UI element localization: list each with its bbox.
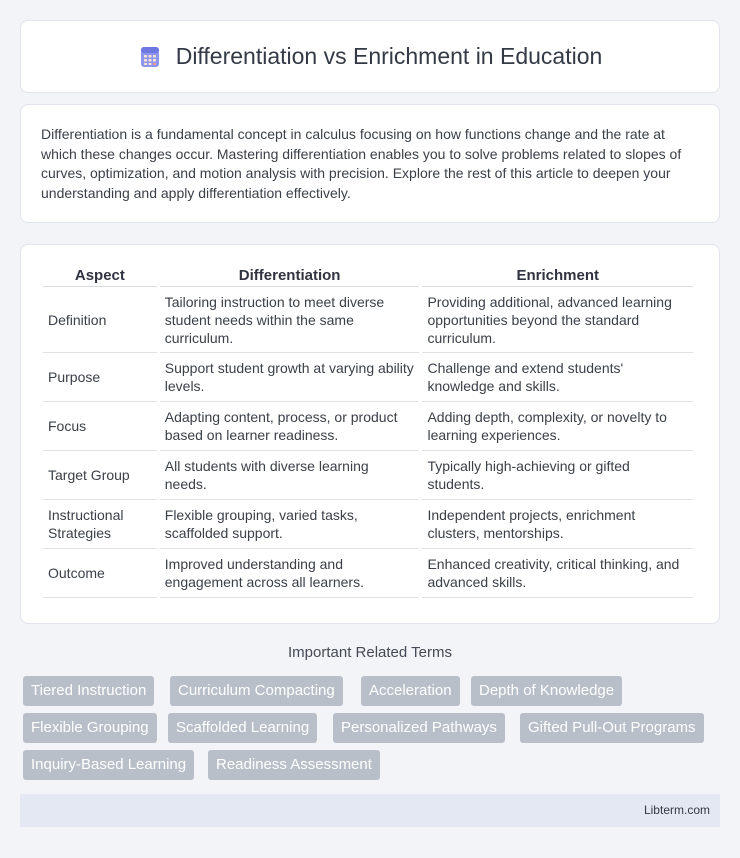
header-card xyxy=(20,20,720,93)
table-cell: Providing additional, advanced learning opportunities beyond the standard curriculum. xyxy=(422,287,693,353)
table-cell: Challenge and extend students' knowledge and skills. xyxy=(422,353,693,402)
comparison-table-card xyxy=(20,244,720,624)
intro-card xyxy=(20,104,720,223)
table-row xyxy=(43,402,693,451)
table-cell: Tailoring instruction to meet diverse student needs within the same curriculum. xyxy=(160,287,420,353)
table-cell: Definition xyxy=(43,287,157,353)
tag-tiered-instruction[interactable]: Tiered Instruction xyxy=(23,676,154,706)
table-row xyxy=(43,549,693,598)
tag-gifted-pull-out-programs[interactable]: Gifted Pull-Out Programs xyxy=(520,713,704,743)
table-cell: Improved understanding and engagement across all learners. xyxy=(160,549,420,598)
table-cell: Enhanced creativity, critical thinking, and advanced skills. xyxy=(422,549,693,598)
footer xyxy=(20,794,720,827)
table-cell: Instructional Strategies xyxy=(43,500,157,549)
column-header-aspect: Aspect xyxy=(43,267,157,287)
table-row xyxy=(43,353,693,402)
table-cell: All students with diverse learning needs. xyxy=(160,451,420,500)
tag-depth-of-knowledge[interactable]: Depth of Knowledge xyxy=(471,676,622,706)
tag-flexible-grouping[interactable]: Flexible Grouping xyxy=(23,713,157,743)
tag-inquiry-based-learning[interactable]: Inquiry-Based Learning xyxy=(23,750,194,780)
footer-site-link[interactable]: Libterm.com xyxy=(643,803,710,817)
table-cell: Target Group xyxy=(43,451,157,500)
comparison-table xyxy=(40,267,696,598)
table-cell: Outcome xyxy=(43,549,157,598)
intro-text: Differentiation is a fundamental concept in calculus focusing on how functions change and the rate at which these changes occur. Mastering differentiation enables you to solve problems related to slopes of curves, optimization, and motion analysis with precision. Explore the rest of this article to deepen your understanding and apply differentiation effectively. xyxy=(41,126,682,201)
table-cell: Focus xyxy=(43,402,157,451)
table-cell: Adapting content, process, or product based on learner readiness. xyxy=(160,402,420,451)
table-row xyxy=(43,500,693,549)
related-terms-title: Important Related Terms xyxy=(288,644,452,661)
tag-readiness-assessment[interactable]: Readiness Assessment xyxy=(208,750,380,780)
table-row xyxy=(43,287,693,353)
tag-personalized-pathways[interactable]: Personalized Pathways xyxy=(333,713,505,743)
tag-curriculum-compacting[interactable]: Curriculum Compacting xyxy=(170,676,343,706)
table-cell: Flexible grouping, varied tasks, scaffolded support. xyxy=(160,500,420,549)
tag-acceleration[interactable]: Acceleration xyxy=(361,676,460,706)
calculator-icon xyxy=(138,45,162,69)
tag-scaffolded-learning[interactable]: Scaffolded Learning xyxy=(168,713,317,743)
table-row xyxy=(43,451,693,500)
table-cell: Independent projects, enrichment clusters, mentorships. xyxy=(422,500,693,549)
page-title: Differentiation vs Enrichment in Education xyxy=(175,43,603,69)
column-header-enrichment: Enrichment xyxy=(422,267,693,287)
table-cell: Typically high-achieving or gifted students. xyxy=(422,451,693,500)
column-header-differentiation: Differentiation xyxy=(160,267,420,287)
table-cell: Support student growth at varying ability levels. xyxy=(160,353,420,402)
table-header-row xyxy=(43,267,693,287)
table-cell: Purpose xyxy=(43,353,157,402)
table-cell: Adding depth, complexity, or novelty to learning experiences. xyxy=(422,402,693,451)
